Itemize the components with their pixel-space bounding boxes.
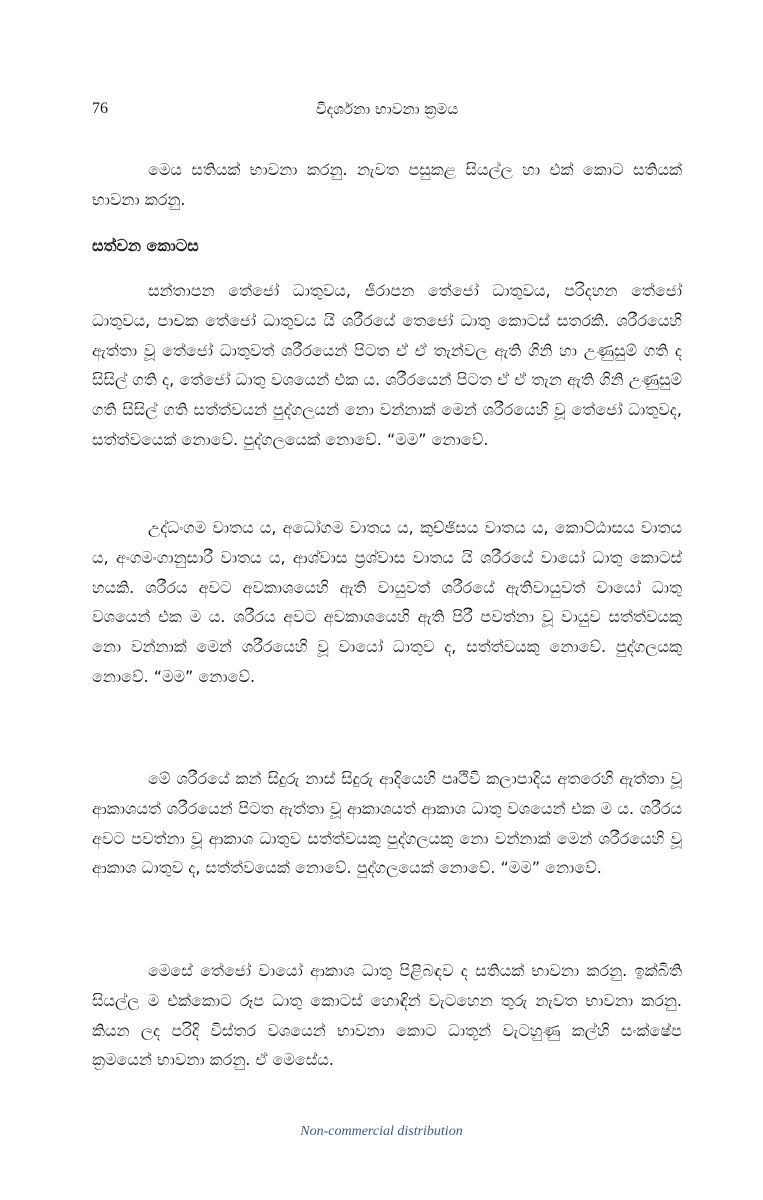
body-paragraph: මෙසේ තේජෝ වායෝ ආකාශ ධාතු පිළිබඳව ද සතියක් භාවනා කරනු. ඉක්බිති සියල්ල ම එක්කොට රූප ධාතු කොටස් හොඳින් වැටහෙන තුරු නැවත භාවනා කරනු. කියන ලද පරිදි විස්තර වශයෙන් භාවනා කොට ධාතූන් වැටහුණු කල්හි සංක්ෂේප ක්‍රමයෙන් භාවනා කරනු. ඒ මෙසේය. xyxy=(92,961,682,1070)
body-text-block-4 xyxy=(92,956,682,1075)
body-text-block-1 xyxy=(92,276,682,455)
body-text-block-2 xyxy=(92,513,682,692)
page-header xyxy=(92,100,682,124)
intro-paragraph: මෙය සතියක් භාවනා කරනු. නැවත පසුකළ සියල්ල හා එක් කොට සතියක් භාවනා කරනු. xyxy=(92,160,682,209)
body-text-block-3 xyxy=(92,764,682,883)
body-paragraph: උද්ධංගම වාතය ය, අධෝගම වාතය ය, කුච්ඡිසය වාතය ය, කොට්ඨාසය වාතය ය, අංගමංගානුසාරී වාතය ය, ආශ්වාස ප්‍රශ්වාස වාතය යි ශරීරයේ වායෝ ධාතු කොටස් හයකි. ශරීරය අවට අවකාශයෙහි ඇති වායුවත් ශරීරයේ ඇතිවායුවත් වායෝ ධාතු වශයෙන් එක ම ය. ශරීරය අවට අවකාශයෙහි ඇති පිරී පවත්නා වූ වායුව සත්ත්වයකු නො වන්නාක් මෙන් ශරීරයෙහි වූ වායෝ ධාතුව ද, සත්ත්වයකු නොවේ. පුද්ගලයකු නොවේ. “මම” නොවේ. xyxy=(92,518,682,686)
running-title: විදර්ශනා භාවනා ක්‍රමය xyxy=(315,100,459,118)
page-number: 76 xyxy=(92,100,108,117)
section-heading: සත්වන කොටස xyxy=(92,236,199,255)
body-paragraph: මේ ශරීරයේ කන් සිදුරු නාස් සිදුරු ආදියෙහි පෘථිවි කලාපාදිය අතරෙහි ඇත්තා වූ ආකාශයත් ශරීරයෙන් පිටත ඇත්තා වූ ආකාශයත් ආකාශ ධාතු වශයෙන් එක ම ය. ශරීරය අවට පවත්නා වූ ආකාශ ධාතුව සත්ත්වයකු පුද්ගලයකු නො වන්නාක් මෙන් ශරීරයෙහි වූ ආකාශ ධාතුව ද, සත්ත්වයෙක් නොවේ. පුද්ගලයෙක් නොවේ. “මම” නොවේ. xyxy=(92,769,682,878)
body-paragraph: සන්තාපන තේජෝ ධාතුවය, ජීරාපන තේජෝ ධාතුවය, පරිදහන තේජෝ ධාතුවය, පාචක තේජෝ ධාතුවය යි ශරීරයේ තෙජෝ ධාතු කොටස් සතරකි. ශරීරයෙහි ඇත්තා වූ තේජෝ ධාතුවත් ශරීරයෙන් පිටත ඒ ඒ තැන්වල ඇති ගිනි හා උණුසුම් ගති ද සිසිල් ගති ද, තේජෝ ධාතු වශයෙන් එක ය. ශරීරයෙන් පිටත ඒ ඒ තැන ඇති ගිනි උණුසුම් ගති සිසිල් ගති සත්ත්වයන් පුද්ගලයන් නො වන්නාක් මෙන් ශරීරයෙහි වූ තේජෝ ධාතුවද, සත්ත්වයෙක් නොවේ. පුද්ගලයෙක් නොවේ. “මම” නොවේ. xyxy=(92,281,682,449)
intro-text-block xyxy=(92,155,682,215)
footer-distribution-note: Non-commercial distribution xyxy=(300,1124,463,1139)
